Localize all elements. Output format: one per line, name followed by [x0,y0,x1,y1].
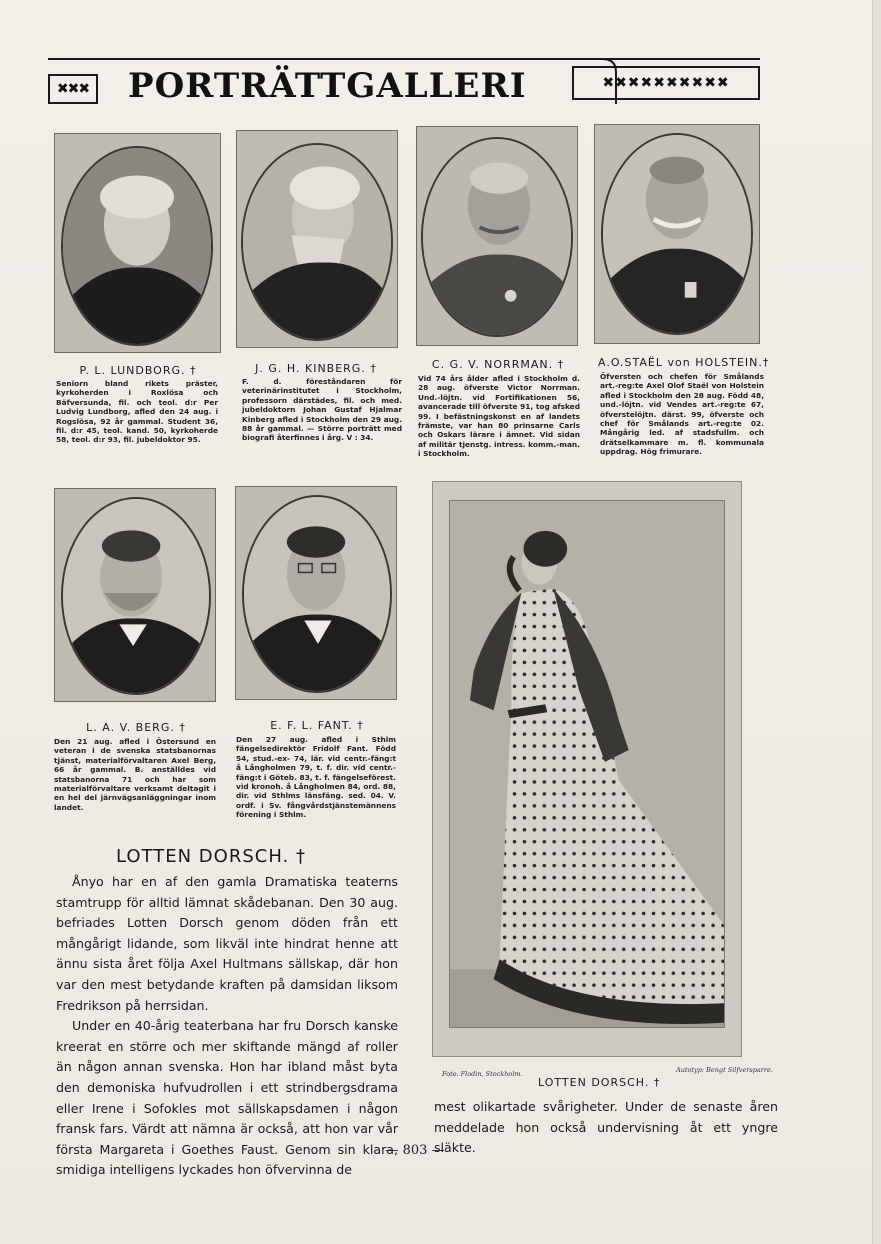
lotten-dorsch-photo-frame [432,481,742,1057]
portrait-bio-fant: Den 27 aug. afled i Sthlm fängelsedirektör Fridolf Fant. Född 54, stud.-ex- 74, lär. vid centr.-fäng:t å Långholmen 79, t. f. dir. vid centr.-fäng:t i Göteb. 83, t. f. fängelseförest. vid kronoh. å Långholmen 84, ord. 88, dir. vid Sthlms länsfäng. sed. 04. V. ordf. i Sv. fångvårdstjänstemännens förening i Sthlm. [236,735,396,820]
portrait-photo-lundborg [61,146,213,346]
portrait-card-berg [54,488,216,702]
portrait-bio-norrman: Vid 74 års ålder afled i Stockholm d. 28 aug. öfverste Victor Norrman. Und.-löjtn. vid Fortifikationen 56, avancerade till öfverste 91, tog afsked 99. I befästningskonst en af landets främste, var han 80 prinsarne Carls och Oskars lärare i ämnet. Vid sidan af militär tjenstg. intress. komm.-man. i Stockholm. [418,374,580,459]
portrait-bio-berg: Den 21 aug. afled i Östersund en veteran i de svenska statsbanornas tjänst, materialförvaltaren Axel Berg, 66 år gammal. B. anställdes vid statsbanorna 71 och har som materialförvaltare verksamt deltagit i en hel del järnvägsanläggningar inom landet. [54,737,216,812]
page-edge [872,0,881,1244]
photo-caption: LOTTEN DORSCH. † [538,1076,661,1089]
header-banner [48,58,760,106]
photo-credit-left: Foto. Flodin, Stockholm. [442,1070,523,1078]
portrait-name-lundborg: P. L. LUNDBORG. † [79,364,197,377]
ornament-left: ✖✖✖ [48,74,98,104]
portrait-photo-norrman [421,137,573,337]
portrait-name-kinberg: J. G. H. KINBERG. † [255,362,377,375]
photo-credit-right: Autotyp: Bengt Silfversparre. [676,1066,773,1074]
portrait-photo-berg [61,497,211,695]
ornament-right: ✖✖✖✖✖✖✖✖✖✖ [572,66,760,100]
portrait-card-holstein [594,124,760,344]
portrait-name-norrman: C. G. V. NORRMAN. † [431,358,565,371]
page-title: PORTRÄTTGALLERI [128,66,527,106]
portrait-name-holstein: A.O.STAËL von HOLSTEIN.† [598,356,770,369]
portrait-name-fant: E. F. L. FANT. † [270,719,364,732]
portrait-bio-lundborg: Seniorn bland rikets präster, kyrkoherden i Roxlösa och Bäfversunda, fil. och teol. d:r Per Ludvig Lundborg, afled den 24 aug. i Rogslösa, 92 år gammal. Student 36, fil. d:r 45, teol. kand. 50, kyrkoherde 58, teol. d:r 93, fil. jubeldoktor 95. [56,379,218,445]
lotten-dorsch-photo [449,500,725,1028]
portrait-card-norrman [416,126,578,346]
portrait-photo-fant [242,495,392,693]
article-paragraph-1: Ånyo har en af den gamla Dramatiska teaterns stamtrupp för alltid lämnat skådebanan. Den 30 aug. befriades Lotten Dorsch genom döden från ett mångårigt lidande, som likväl inte hindrat henne att ännu sista året följa Axel Hultmans sällskap, där hon var den mest betydande kraften på damsidan liksom Fredrikson på herrsidan. [56,874,398,1013]
article-title: LOTTEN DORSCH. † [116,846,306,867]
article-left-column [56,872,398,1181]
portrait-bio-holstein: Öfversten och chefen för Smålands art.-reg:te Axel Olof Staël von Holstein afled i Stockholm den 28 aug. Född 48, und.-löjtn. vid Vendes art.-reg:te 67, öfverstelöjtn. därst. 99, öfverste och chef för Smålands art.-reg:te 02. Mångårig led. af stadsfullm. och drätselkammare m. fl. kommunala uppdrag. Hög frimurare. [600,372,764,457]
portrait-card-fant [235,486,397,700]
portrait-bio-kinberg: F. d. föreståndaren för veterinärinstitutet i Stockholm, professorn därstädes, fil. och med. jubeldoktorn Johan Gustaf Hjalmar Kinberg afled i Stockholm den 29 aug. 88 år gammal. — Större porträtt med biografi återfinnes i årg. V : 34. [242,377,402,443]
portrait-photo-holstein [601,133,753,335]
portrait-name-berg: L. A. V. BERG. † [86,721,186,734]
article-right-column [434,1097,778,1159]
portrait-photo-kinberg [241,143,393,341]
portrait-card-kinberg [236,130,398,348]
page-number: — 803 — [385,1143,445,1158]
article-paragraph-2: Under en 40-årig teaterbana har fru Dorsch kanske kreerat en större och mer skiftande mängd af roller än någon annan svenska. Hon har ibland måst byta den demoniska hufvudrollen i ett strindbergsdrama eller Irene i Sofokles mot sällskapsdamen i någon fransk fars. Värdt att nämna är också, att hon var vår första Margareta i Goethes Faust. Genom sin klara, smidiga intelligens lyckades hon öfvervinna de [56,1018,398,1178]
article-paragraph-3: mest olikartade svårigheter. Under de senaste åren meddelade hon också undervisning åt ett yngre släkte. [434,1099,778,1156]
portrait-card-lundborg [54,133,221,353]
